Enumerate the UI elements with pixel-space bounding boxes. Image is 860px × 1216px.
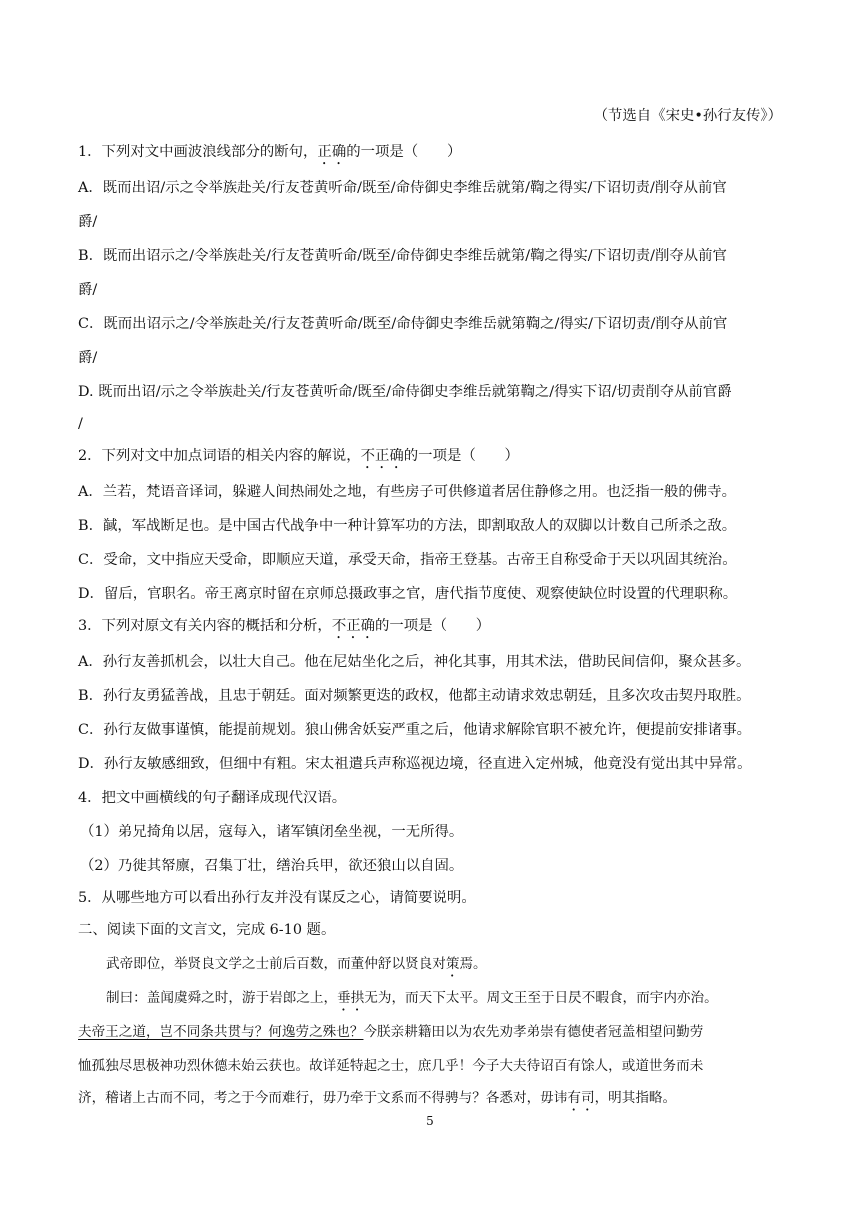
emphasized-word: 垂拱 <box>337 990 365 1006</box>
question-2-option-c: C．受命，文中指应天受命，即顺应天道，承受天命，指帝王登基。古帝王自称受命于天以巩固其统治。 <box>78 552 737 568</box>
question-3-option-a: A．孙行友善抓机会，以壮大自己。他在尼姑坐化之后，神化其事，用其术法，借助民间信仰，聚众甚多。 <box>78 654 751 670</box>
emphasized-word: 不正确 <box>360 448 404 464</box>
passage-paragraph-2 <box>106 988 782 1014</box>
passage-text: ，明其指略。 <box>594 1090 677 1106</box>
question-1-option-d: D. 既而出诏/示之令举族赴关/行友苍黄听命/既至/命侍御史李维岳就第鞫之/得实下诏/切责削夺从前官爵 <box>78 384 732 400</box>
passage-line-3 <box>78 1022 782 1042</box>
question-1-option-c: C．既而出诏示之/令举族赴关/行友苍黄听命/既至/命侍御史李维岳就第鞫之/得实/下诏切责/削夺从前官 <box>78 316 728 332</box>
underlined-sentence: 夫帝王之道，岂不同条共贯与？何逸劳之殊也？ <box>78 1024 364 1040</box>
question-1-stem <box>78 142 782 168</box>
page-number: 5 <box>426 1114 434 1128</box>
stem-text: 2．下列对文中加点词语的相关内容的解说， <box>78 448 361 464</box>
question-4-sentence-1: （1）弟兄掎角以居，寇每入，诸军镇闭垒坐视，一无所得。 <box>80 824 464 840</box>
passage-text: 武帝即位，举贤良文学之士前后百数，而董仲舒以贤良对 <box>106 956 446 972</box>
stem-text: 的一项是（ ） <box>375 618 491 634</box>
question-3-option-d: D．孙行友敏感细致，但细中有粗。宋太祖遣兵声称巡视边境，径直进入定州城，他竟没有觉出其中异常。 <box>78 756 752 772</box>
emphasized-word: 正确 <box>317 144 347 160</box>
source-citation: （节选自《宋史•孙行友传》） <box>593 108 782 124</box>
passage-line-4: 恤孤独尽思极神功烈休德未始云获也。故详延特起之士，庶几乎！今子大夫待诏百有馀人，或道世务而未 <box>78 1058 704 1074</box>
passage-line-5 <box>78 1088 782 1114</box>
question-4-stem: 4．把文中画横线的句子翻译成现代汉语。 <box>78 790 347 806</box>
question-3-option-c: C．孙行友做事谨慎，能提前规划。狼山佛舍妖妄严重之后，他请求解除官职不被允许，便提前安排诸事。 <box>78 722 751 738</box>
question-2-option-b: B．馘，军战断足也。是中国古代战争中一种计算军功的方法，即割取敌人的双脚以计数自己所杀之敌。 <box>78 518 737 534</box>
passage-text: 无为，而天下太平。周文王至于日昃不暇食，而宇内亦治。 <box>364 990 718 1006</box>
passage-text: 制曰：盖闻虞舜之时，游于岩郎之上， <box>106 990 338 1006</box>
stem-text: 的一项是（ ） <box>403 448 519 464</box>
question-3-option-b: B．孙行友勇猛善战，且忠于朝廷。面对频繁更迭的政权，他都主动请求效忠朝廷，且多次攻击契丹取胜。 <box>78 688 751 704</box>
passage-text: 今朕亲耕籍田以为农先劝孝弟崇有德使者冠盖相望问勤劳 <box>363 1024 704 1040</box>
stem-text: 3．下列对原文有关内容的概括和分析， <box>78 618 332 634</box>
question-1-option-a-cont: 爵/ <box>78 214 98 230</box>
question-2-option-d: D．留后，官职名。帝王离京时留在京师总摄政事之官，唐代指节度使、观察使缺位时设置的代理职称。 <box>78 586 738 602</box>
question-2-option-a: A．兰若，梵语音译词，躲避人间热闹处之地，有些房子可供修道者居住静修之用。也泛指一般的佛寺。 <box>78 484 736 500</box>
question-1-option-c-cont: 爵/ <box>78 350 98 366</box>
stem-text: 1．下列对文中画波浪线部分的断句， <box>78 144 318 160</box>
question-1-option-b-cont: 爵/ <box>78 282 98 298</box>
passage-text: 济，稽诸上古而不同，考之于今而难行，毋乃牵于文系而不得骋与？各悉对，毋讳 <box>78 1090 568 1106</box>
stem-text: 的一项是（ ） <box>346 144 462 160</box>
question-1-option-a: A．既而出诏/示之令举族赴关/行友苍黄听命/既至/命侍御史李维岳就第/鞫之得实/下诏切责/削夺从前官 <box>78 180 727 196</box>
question-4-sentence-2: （2）乃徙其帑廪，召集丁壮，缮治兵甲，欲还狼山以自固。 <box>80 858 464 874</box>
passage-text: 焉。 <box>459 956 487 972</box>
question-3-stem <box>78 616 782 642</box>
emphasized-word: 有司 <box>567 1090 595 1106</box>
passage-paragraph-1 <box>106 954 782 980</box>
question-1-option-b: B．既而出诏示之/令举族赴关/行友苍黄听命/既至/命侍御史李维岳就第/鞫之得实/下诏切责/削夺从前官 <box>78 248 727 264</box>
emphasized-word: 策 <box>445 956 460 972</box>
emphasized-word: 不正确 <box>331 618 375 634</box>
question-1-option-d-cont: / <box>78 416 83 432</box>
question-5-stem: 5．从哪些地方可以看出孙行友并没有谋反之心，请简要说明。 <box>78 890 476 906</box>
part-2-heading: 二、阅读下面的文言文，完成 6-10 题。 <box>78 922 336 938</box>
question-2-stem <box>78 446 782 472</box>
